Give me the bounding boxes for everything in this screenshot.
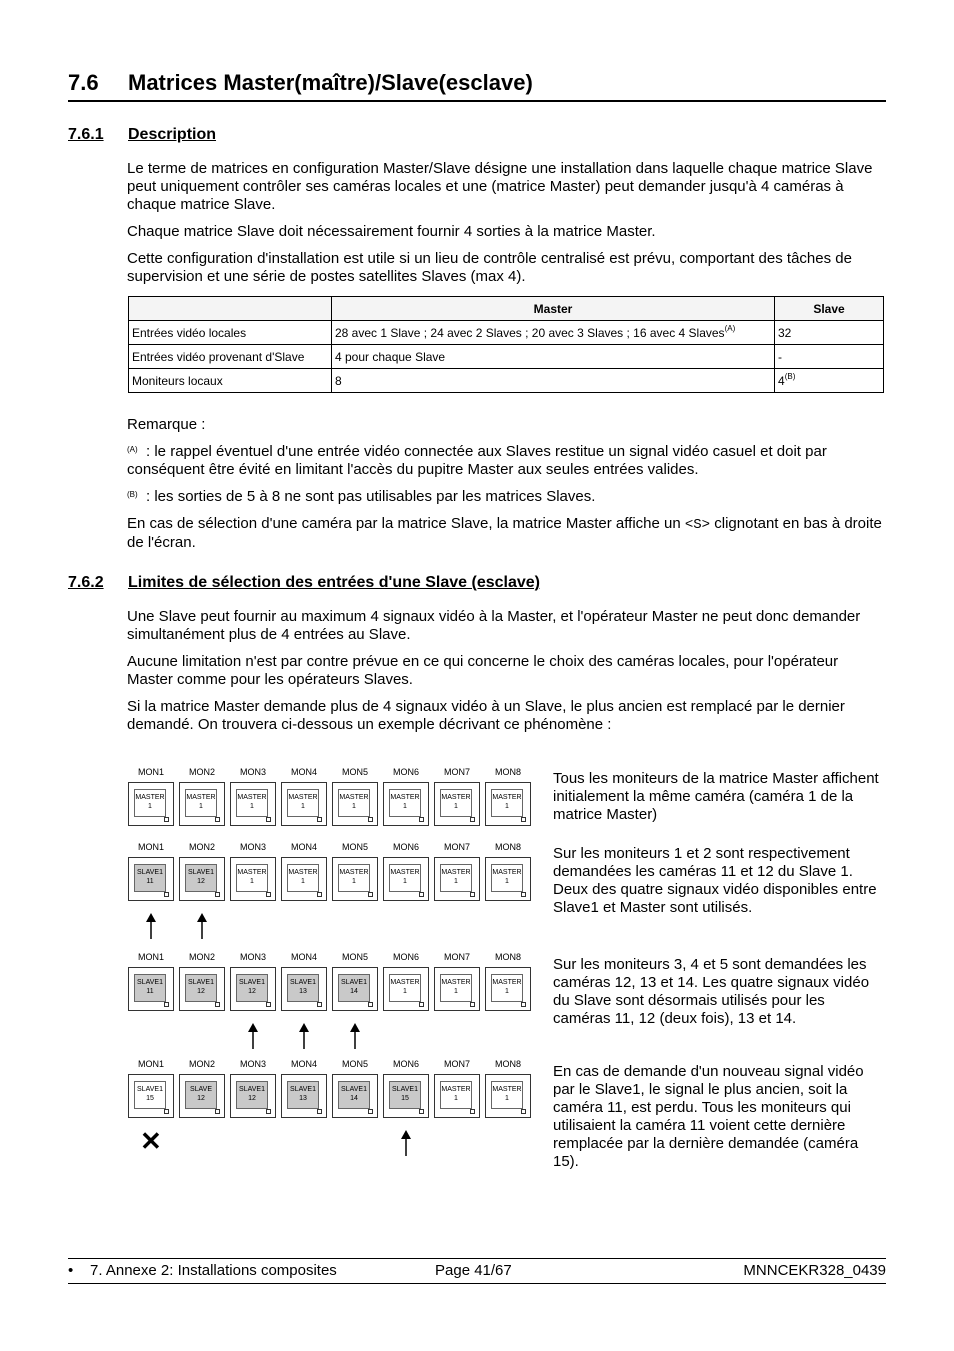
monitor-frame	[281, 1074, 327, 1118]
monitor-screen	[491, 1081, 523, 1109]
monitor	[332, 1058, 378, 1102]
monitor-frame	[128, 857, 174, 901]
monitor-frame	[332, 967, 378, 1011]
monitor-source: SLAVE1	[392, 1086, 418, 1093]
monitor-led	[368, 817, 373, 822]
monitor	[128, 951, 174, 995]
monitor-frame	[281, 967, 327, 1011]
monitor-label: MON7	[443, 767, 470, 777]
monitor-screen	[389, 974, 421, 1002]
monitor-screen	[287, 974, 319, 1002]
monitor-label: MON6	[392, 1059, 419, 1069]
monitor	[434, 1058, 480, 1102]
monitor-camera: 13	[299, 988, 307, 995]
monitor-frame	[281, 857, 327, 901]
monitor-led	[419, 817, 424, 822]
monitor-screen	[440, 864, 472, 892]
arrow-up-icon	[298, 1023, 310, 1049]
monitor-camera: 12	[197, 988, 205, 995]
monitor-screen	[338, 789, 370, 817]
monitor	[332, 951, 378, 995]
diagram-caption: Tous les moniteurs de la matrice Master affichent initialement la même caméra (caméra 1 de la matrice Master)	[553, 770, 879, 823]
monitor	[230, 951, 276, 995]
monitor-source: MASTER	[237, 869, 267, 876]
monitor-camera: 12	[248, 988, 256, 995]
monitor-label: MON8	[494, 952, 521, 962]
section-number: 7.6	[68, 70, 99, 95]
monitor-frame	[179, 1074, 225, 1118]
monitor-label: MON2	[188, 842, 215, 852]
monitor-frame	[128, 967, 174, 1011]
monitor-camera: 1	[505, 988, 509, 995]
table-header-empty	[129, 297, 332, 321]
monitor-frame	[485, 967, 531, 1011]
monitor-label: MON4	[290, 767, 317, 777]
monitor-label: MON5	[341, 952, 368, 962]
monitor-led	[470, 1002, 475, 1007]
table-cell-slave: 32	[775, 321, 884, 345]
monitor-frame	[230, 1074, 276, 1118]
monitor	[230, 841, 276, 885]
monitor-led	[419, 1002, 424, 1007]
monitor-source: SLAVE1	[290, 1086, 316, 1093]
monitor-frame	[179, 857, 225, 901]
monitor-frame	[179, 967, 225, 1011]
monitor-frame	[383, 967, 429, 1011]
monitor-led	[164, 1002, 169, 1007]
diagram-caption: Sur les moniteurs 3, 4 et 5 sont demandées les caméras 12, 13 et 14. Les quatre signaux vidéo du Slave sont désormais utilisés pour les caméras 11, 12 (deux fois), 13 et 14.	[553, 956, 870, 1027]
monitor-led	[164, 817, 169, 822]
monitor-led	[317, 817, 322, 822]
footnote-marker: (A)	[724, 323, 736, 333]
monitor-camera: 1	[454, 878, 458, 885]
spec-table	[128, 296, 884, 393]
monitor-led	[470, 817, 475, 822]
section-heading	[68, 70, 886, 102]
arrow-up-icon	[349, 1023, 361, 1049]
monitor-frame	[230, 967, 276, 1011]
section-title: Matrices Master(maître)/Slave(esclave)	[128, 70, 533, 95]
monitor-label: MON5	[341, 767, 368, 777]
monitor-source: SLAVE1	[290, 979, 316, 986]
table-header-slave: Slave	[775, 297, 884, 321]
monitor-screen	[491, 789, 523, 817]
monitor-screen	[440, 974, 472, 1002]
monitor	[383, 841, 429, 885]
monitor-led	[368, 1109, 373, 1114]
subsection-heading-description	[68, 126, 216, 144]
monitor-frame	[485, 1074, 531, 1118]
monitor-frame	[383, 857, 429, 901]
monitor	[434, 766, 480, 810]
monitor-led	[521, 892, 526, 897]
monitor-screen	[491, 864, 523, 892]
remark-title: Remarque :	[127, 416, 206, 433]
monitor-label: MON6	[392, 842, 419, 852]
paragraph: En cas de sélection d'une caméra par la matrice Slave, la matrice Master affiche un <S> clignotant en bas à droite de l'écran.	[127, 515, 882, 551]
monitor-camera: 12	[197, 1095, 205, 1102]
monitor	[383, 951, 429, 995]
monitor-source: SLAVE1	[341, 1086, 367, 1093]
monitor	[434, 841, 480, 885]
monitor-frame	[434, 782, 480, 826]
monitor-camera: 14	[350, 1095, 358, 1102]
monitor-label: MON2	[188, 767, 215, 777]
monitor	[281, 766, 327, 810]
monitor-camera: 13	[299, 1095, 307, 1102]
monitor-camera: 1	[403, 988, 407, 995]
monitor-screen	[185, 1081, 217, 1109]
monitor-source: MASTER	[492, 794, 522, 801]
paragraph: Aucune limitation n'est par contre prévue en ce qui concerne le choix des caméras locales, pour l'opérateur Master comme pour les opérateurs Slaves.	[127, 653, 839, 688]
subsection-title: Description	[128, 126, 217, 143]
monitor-led	[368, 892, 373, 897]
monitor	[179, 766, 225, 810]
monitor-frame	[128, 782, 174, 826]
monitor-frame	[434, 857, 480, 901]
monitor-source: MASTER	[288, 869, 318, 876]
monitor-led	[419, 1109, 424, 1114]
monitor-led	[266, 892, 271, 897]
monitor-frame	[230, 782, 276, 826]
monitor-frame	[281, 782, 327, 826]
monitor-camera: 15	[146, 1095, 154, 1102]
monitor-camera: 1	[301, 803, 305, 810]
monitor-frame	[485, 857, 531, 901]
monitor-led	[215, 817, 220, 822]
footer-bullet: •	[68, 1262, 74, 1279]
monitor-camera: 1	[148, 803, 152, 810]
monitor-camera: 1	[403, 803, 407, 810]
table-cell-slave: -	[775, 345, 884, 369]
monitor-screen	[236, 789, 268, 817]
monitor-source: SLAVE1	[137, 1086, 163, 1093]
monitor-camera: 1	[352, 803, 356, 810]
table-cell-master: 4 pour chaque Slave	[332, 345, 775, 369]
monitor-label: MON1	[137, 1059, 164, 1069]
monitor-frame	[332, 1074, 378, 1118]
monitor-screen	[236, 974, 268, 1002]
footnote-marker: (B)	[127, 490, 138, 499]
monitor-frame	[383, 782, 429, 826]
page-footer	[68, 1258, 886, 1284]
monitor-screen	[236, 1081, 268, 1109]
monitor-source: MASTER	[390, 979, 420, 986]
monitor-led	[215, 1109, 220, 1114]
paragraph: Si la matrice Master demande plus de 4 signaux vidéo à un Slave, le plus ancien est remplacé par le dernier demandé. On trouvera ci-dessous un exemple décrivant ce phénomène :	[127, 698, 845, 733]
monitor-frame	[434, 1074, 480, 1118]
table-row	[129, 369, 884, 393]
monitor-label: MON6	[392, 952, 419, 962]
monitor-label: MON7	[443, 1059, 470, 1069]
monitor-source: SLAVE1	[137, 979, 163, 986]
monitor-camera: 1	[199, 803, 203, 810]
monitor	[281, 841, 327, 885]
monitor-frame	[332, 782, 378, 826]
monitor-led	[368, 1002, 373, 1007]
monitor-source: MASTER	[135, 794, 165, 801]
monitor-source: MASTER	[390, 794, 420, 801]
monitor-label: MON3	[239, 1059, 266, 1069]
monitor-source: MASTER	[492, 1086, 522, 1093]
table-cell-slave: $4^{(B)}$	[775, 369, 884, 393]
monitor-camera: 12	[248, 1095, 256, 1102]
table-cell-label: Moniteurs locaux	[129, 369, 332, 393]
footer-page: Page 41/67	[435, 1262, 512, 1279]
monitor-led	[470, 1109, 475, 1114]
monitor-camera: 11	[146, 988, 154, 995]
monitor-source: MASTER	[492, 979, 522, 986]
monitor-camera: 1	[454, 1095, 458, 1102]
table-row	[129, 321, 884, 345]
monitor	[485, 766, 531, 810]
subsection-number: 7.6.2	[68, 574, 104, 591]
monitor-screen	[389, 789, 421, 817]
monitor-led	[317, 1109, 322, 1114]
monitor	[230, 766, 276, 810]
table-header-master: Master	[332, 297, 775, 321]
diagram-caption: En cas de demande d'un nouveau signal vidéo par le Slave1, le signal le plus ancien, soit la caméra 11, est perdu. Tous les moniteurs qui utilisaient la caméra 11 voient cette dernière remplacée par la dernière demandée (caméra 15).	[553, 1063, 864, 1170]
arrow-up-icon	[247, 1023, 259, 1049]
monitor-source: SLAVE1	[188, 979, 214, 986]
monitor-led	[266, 1002, 271, 1007]
monitor-camera: 12	[197, 878, 205, 885]
monitor	[332, 841, 378, 885]
monitor-source: MASTER	[441, 979, 471, 986]
monitor-camera: 14	[350, 988, 358, 995]
monitor-source: MASTER	[492, 869, 522, 876]
monitor-source: SLAVE1	[239, 979, 265, 986]
monitor	[332, 766, 378, 810]
monitor	[434, 951, 480, 995]
monitor-frame	[179, 782, 225, 826]
monitor-label: MON3	[239, 952, 266, 962]
monitor-screen	[287, 1081, 319, 1109]
monitor-led	[419, 892, 424, 897]
monitor-source: MASTER	[339, 794, 369, 801]
monitor-screen	[185, 864, 217, 892]
monitor-label: MON1	[137, 767, 164, 777]
monitor-source: SLAVE1	[239, 1086, 265, 1093]
monitor-label: MON4	[290, 1059, 317, 1069]
monitor-camera: 1	[505, 878, 509, 885]
monitor-frame	[383, 1074, 429, 1118]
monitor-led	[470, 892, 475, 897]
monitor	[485, 841, 531, 885]
cross-icon: ✕	[140, 1126, 162, 1156]
monitor	[485, 1058, 531, 1102]
monitor-label: MON3	[239, 842, 266, 852]
monitor-source: MASTER	[186, 794, 216, 801]
monitor-label: MON4	[290, 952, 317, 962]
paragraph: Le terme de matrices en configuration Master/Slave désigne une installation dans laquelle chaque matrice Slave peut uniquement contrôler ses caméras locales et une (matrice Master) peut demander jusqu'à 4 caméras à chaque matrice Slave.	[127, 160, 873, 213]
subsection-number: 7.6.1	[68, 126, 104, 143]
monitor-source: MASTER	[441, 869, 471, 876]
monitor-camera: 1	[352, 878, 356, 885]
monitor-label: MON7	[443, 842, 470, 852]
remark-note-a: $^{(A)}$ : le rappel éventuel d'une entrée vidéo connectée aux Slaves restitue un signal vidéo casuel et doit par conséquent être évité en limitant l'accès du pupitre Master aux seules entrées valides.	[127, 443, 827, 478]
monitor	[128, 841, 174, 885]
monitor-source: MASTER	[237, 794, 267, 801]
subsection-title: Limites de sélection des entrées d'une Slave (esclave)	[128, 574, 540, 591]
monitor-source: SLAVE	[189, 1086, 213, 1093]
monitor	[281, 951, 327, 995]
monitor-camera: 11	[146, 878, 154, 885]
monitor-screen	[287, 789, 319, 817]
footnote-marker: (A)	[127, 445, 138, 454]
monitor-screen	[236, 864, 268, 892]
monitor-label: MON5	[341, 1059, 368, 1069]
table-cell-label: Entrées vidéo locales	[129, 321, 332, 345]
monitor-led	[266, 817, 271, 822]
monitor-source: MASTER	[441, 1086, 471, 1093]
monitor-screen	[440, 1081, 472, 1109]
monitor-led	[317, 1002, 322, 1007]
monitor	[230, 1058, 276, 1102]
monitor-camera: 1	[505, 803, 509, 810]
monitor-screen	[338, 974, 370, 1002]
monitor	[179, 1058, 225, 1102]
footer-doc-id: MNNCEKR328_0439	[743, 1262, 886, 1279]
monitor-led	[521, 1002, 526, 1007]
monitor-screen	[185, 974, 217, 1002]
monitor-label: MON8	[494, 767, 521, 777]
monitor-led	[215, 892, 220, 897]
paragraph: Chaque matrice Slave doit nécessairement fournir 4 sorties à la matrice Master.	[127, 223, 656, 240]
monitor-label: MON1	[137, 842, 164, 852]
arrow-up-icon	[196, 913, 208, 939]
monitor	[383, 766, 429, 810]
monitor-label: MON1	[137, 952, 164, 962]
monitor	[128, 766, 174, 810]
monitor-source: SLAVE1	[341, 979, 367, 986]
monitor-label: MON2	[188, 952, 215, 962]
monitor-screen	[491, 974, 523, 1002]
monitor-source: SLAVE1	[137, 869, 163, 876]
table-cell-master: 28 avec 1 Slave ; 24 avec 2 Slaves ; 20 avec 3 Slaves ; 16 avec 4 Slaves$^{(A)}$	[332, 321, 775, 345]
monitor-led	[317, 892, 322, 897]
table-cell-label: Entrées vidéo provenant d'Slave	[129, 345, 332, 369]
table-cell-master: 8	[332, 369, 775, 393]
monitor-label: MON7	[443, 952, 470, 962]
remark-note-b: $^{(B)}$ : les sorties de 5 à 8 ne sont pas utilisables par les matrices Slaves.	[127, 488, 596, 505]
monitor-camera: 1	[403, 878, 407, 885]
monitor-camera: 1	[250, 878, 254, 885]
monitor-frame	[332, 857, 378, 901]
monitor-source: MASTER	[339, 869, 369, 876]
monitor	[179, 951, 225, 995]
monitor-label: MON4	[290, 842, 317, 852]
monitor-source: MASTER	[288, 794, 318, 801]
monitor-led	[215, 1002, 220, 1007]
diagram-caption: Sur les moniteurs 1 et 2 sont respectivement demandées les caméras 11 et 12 du Slave 1. Deux des quatre signaux vidéo disponibles entre Slave1 et Master sont utilisés.	[553, 845, 877, 916]
monitor	[128, 1058, 174, 1102]
monitor-frame	[434, 967, 480, 1011]
monitor-led	[521, 817, 526, 822]
monitor-screen	[287, 864, 319, 892]
monitor-led	[266, 1109, 271, 1114]
monitor-source: SLAVE1	[188, 869, 214, 876]
monitor-camera: 1	[250, 803, 254, 810]
footer-chapter: 7. Annexe 2: Installations composites	[90, 1262, 337, 1279]
monitor-screen	[134, 1081, 166, 1109]
monitor-led	[164, 892, 169, 897]
monitor-screen	[389, 864, 421, 892]
monitor-camera: 1	[454, 803, 458, 810]
monitor-label: MON5	[341, 842, 368, 852]
monitor-camera: 1	[505, 1095, 509, 1102]
monitor-source: MASTER	[441, 794, 471, 801]
monitor	[281, 1058, 327, 1102]
monitor-screen	[134, 789, 166, 817]
monitor-source: MASTER	[390, 869, 420, 876]
monitor-camera: 15	[401, 1095, 409, 1102]
monitor-screen	[338, 1081, 370, 1109]
table-header-row	[129, 297, 884, 321]
monitor-label: MON6	[392, 767, 419, 777]
monitor-led	[521, 1109, 526, 1114]
paragraph: Cette configuration d'installation est utile si un lieu de contrôle centralisé est prévu, comportant des tâches de supervision et une série de postes satellites Slaves (max 4).	[127, 250, 852, 285]
monitor	[485, 951, 531, 995]
arrow-up-icon	[145, 913, 157, 939]
monitor-camera: 1	[301, 878, 305, 885]
monitor-camera: 1	[454, 988, 458, 995]
monitor	[179, 841, 225, 885]
monitor-screen	[389, 1081, 421, 1109]
monitor-screen	[338, 864, 370, 892]
footnote-marker: (B)	[784, 371, 796, 381]
monitor-frame	[128, 1074, 174, 1118]
monitor-label: MON8	[494, 842, 521, 852]
monitor-screen	[185, 789, 217, 817]
arrow-up-icon	[400, 1130, 412, 1156]
monitor	[383, 1058, 429, 1102]
monitor-frame	[230, 857, 276, 901]
monitor-label: MON3	[239, 767, 266, 777]
monitor-led	[164, 1109, 169, 1114]
monitor-screen	[440, 789, 472, 817]
monitor-screen	[134, 974, 166, 1002]
paragraph: Une Slave peut fournir au maximum 4 signaux vidéo à la Master, et l'opérateur Master ne peut donc demander simultanément plus de 4 entrées au Slave.	[127, 608, 861, 643]
monitor-screen	[134, 864, 166, 892]
code-indicator: <S>	[684, 517, 711, 533]
subsection-heading-limits	[68, 574, 540, 592]
table-row	[129, 345, 884, 369]
monitor-label: MON2	[188, 1059, 215, 1069]
monitor-label: MON8	[494, 1059, 521, 1069]
monitor-frame	[485, 782, 531, 826]
